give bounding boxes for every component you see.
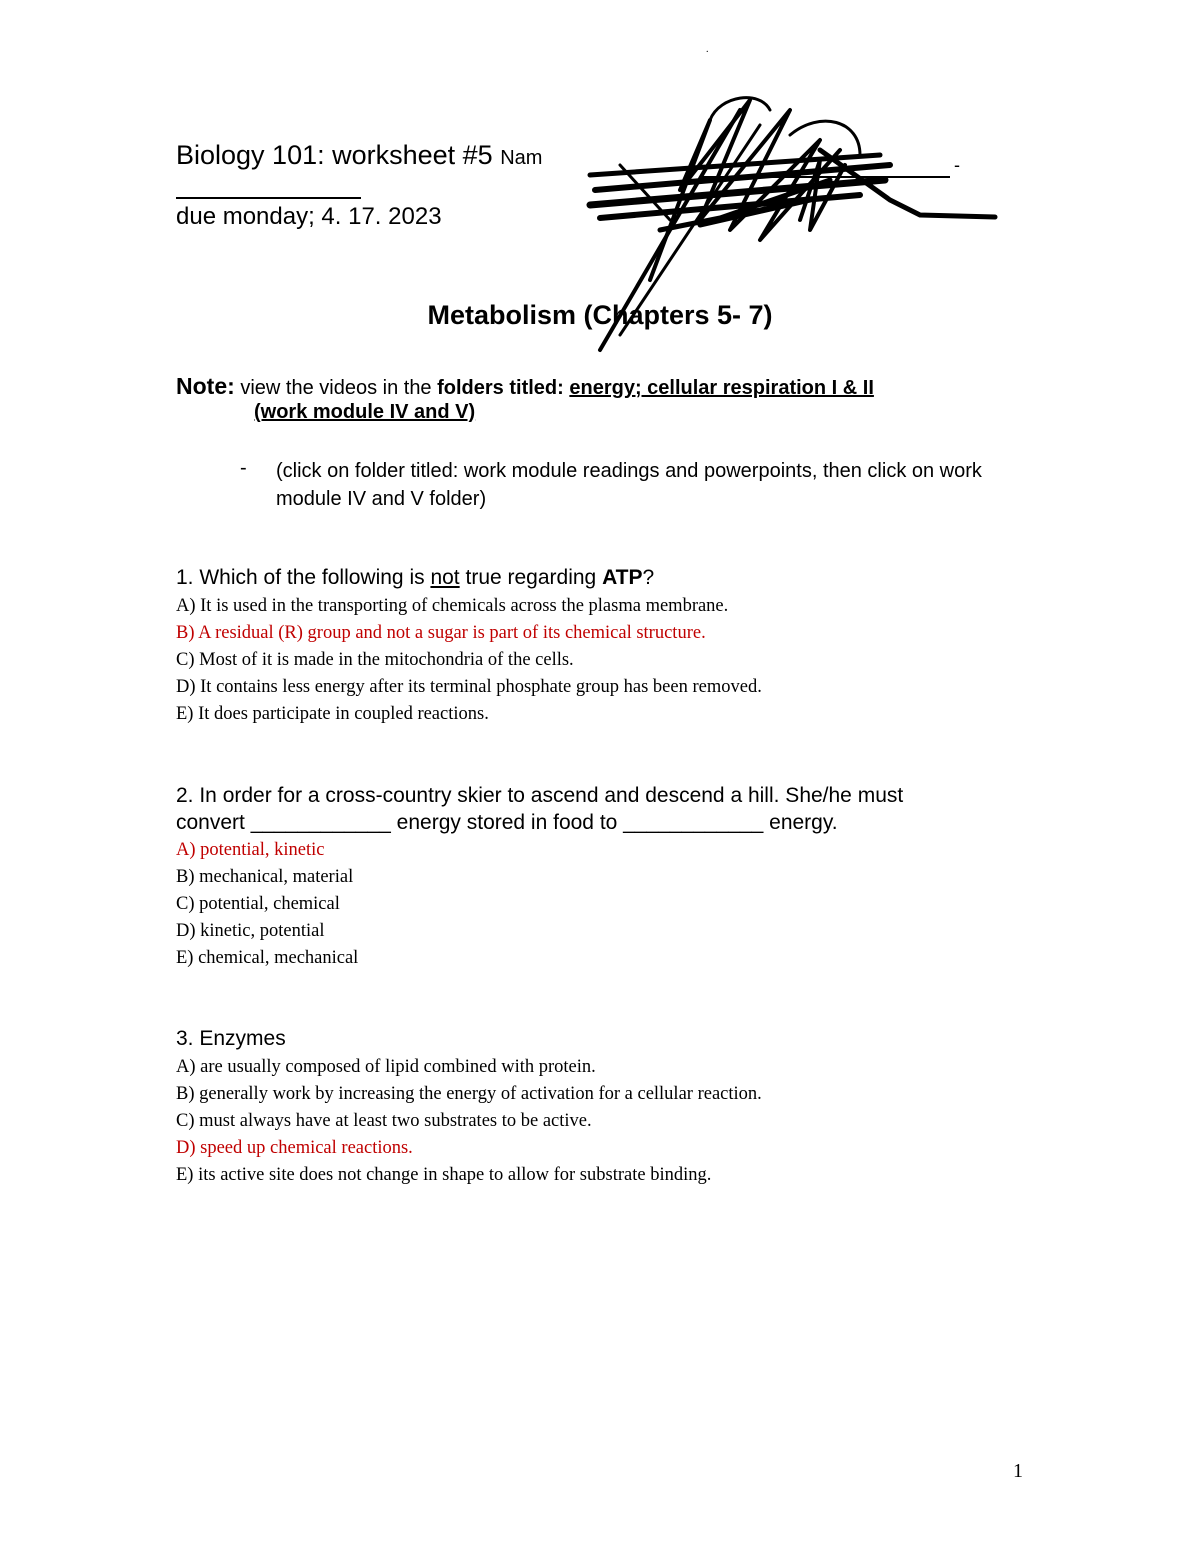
bullet-text: (click on folder titled: work module readings and powerpoints, then click on work module IV and V folder) <box>276 460 982 510</box>
due-date: due monday; 4. 17. 2023 <box>176 203 442 230</box>
question-2-option-b: B) mechanical, material <box>176 867 354 887</box>
name-dash: - <box>954 155 960 175</box>
worksheet-title: Biology 101: worksheet #5 <box>176 140 493 170</box>
question-1-stem <box>176 566 654 590</box>
worksheet-title-line <box>176 140 542 171</box>
question-2-option-e: E) chemical, mechanical <box>176 948 359 968</box>
question-1-text: 1. Which of the following is <box>176 566 431 589</box>
question-1-option-c: C) Most of it is made in the mitochondria of the cells. <box>176 650 574 670</box>
note-bold-text: folders titled: <box>437 377 564 399</box>
question-2-option-c: C) potential, chemical <box>176 894 340 914</box>
question-1-bold: ATP <box>602 566 643 589</box>
question-3-stem: 3. Enzymes <box>176 1027 286 1050</box>
stray-mark: . <box>706 44 709 55</box>
question-1-option-e: E) It does participate in coupled reactions. <box>176 704 489 724</box>
question-3-option-c: C) must always have at least two substrates to be active. <box>176 1111 592 1131</box>
name-underline-continued <box>176 197 361 199</box>
name-label: Nam <box>500 147 543 169</box>
question-3-option-e: E) its active site does not change in shape to allow for substrate binding. <box>176 1165 712 1185</box>
question-1-option-b: B) A residual (R) group and not a sugar is part of its chemical structure. <box>176 623 706 643</box>
redaction-scribble <box>560 80 1010 380</box>
question-1-text-mid: true regarding <box>459 566 603 589</box>
question-2-option-d: D) kinetic, potential <box>176 921 325 941</box>
question-1-option-d: D) It contains less energy after its terminal phosphate group has been removed. <box>176 677 762 697</box>
note-underlined-continued: (work module IV and V) <box>254 401 476 423</box>
note-text: view the videos in the <box>234 377 438 399</box>
note-underlined-text: energy; cellular respiration I & II <box>569 377 874 399</box>
question-3-option-b: B) generally work by increasing the energy of activation for a cellular reaction. <box>176 1084 762 1104</box>
question-1-underlined: not <box>430 566 460 589</box>
note-line <box>176 372 874 402</box>
question-2-stem-line-1: 2. In order for a cross-country skier to ascend and descend a hill. She/he must <box>176 784 904 807</box>
bullet-dash: - <box>240 457 247 479</box>
question-1-text-end: ? <box>642 566 655 589</box>
question-2-option-a: A) potential, kinetic <box>176 840 325 860</box>
page-heading: Metabolism (Chapters 5- 7) <box>427 300 773 330</box>
question-3-option-d: D) speed up chemical reactions. <box>176 1138 413 1158</box>
question-2-stem-line-2: convert ____________ energy stored in food to ____________ energy. <box>176 811 838 834</box>
question-3-option-a: A) are usually composed of lipid combined with protein. <box>176 1057 596 1077</box>
question-1-option-a: A) It is used in the transporting of chemicals across the plasma membrane. <box>176 596 729 616</box>
note-label: Note: <box>176 373 235 399</box>
page-number: 1 <box>1013 1460 1023 1482</box>
